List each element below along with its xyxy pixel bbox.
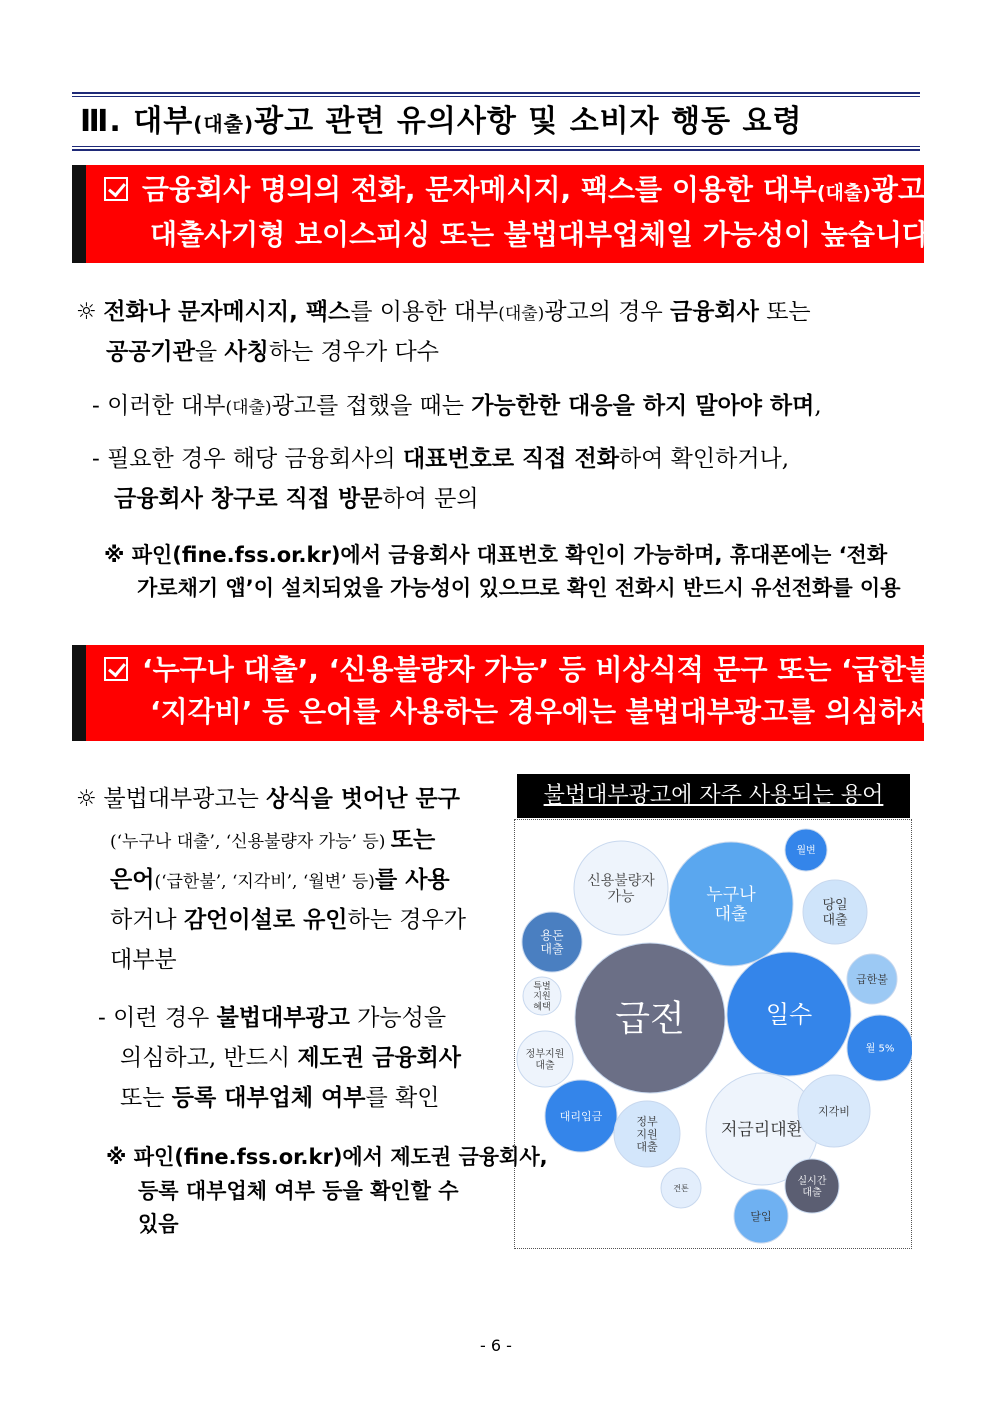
bullet-paragraph-2: ☼ 불법대부광고는 상식을 벗어난 문구 <box>76 783 460 815</box>
bubble-label-1: 누구나 대출 <box>706 885 756 925</box>
bubble-label-0: 급전 <box>615 998 685 1040</box>
page-number: - 6 - <box>480 1336 512 1355</box>
checkbox-icon <box>104 177 128 201</box>
dash-item-1: - 이러한 대부(대출)광고를 접했을 때는 가능한한 대응을 하지 말아야 하며, <box>92 393 822 419</box>
wordcloud-title: 불법대부광고에 자주 사용되는 용어 <box>517 774 910 818</box>
bubble-label-15: 특별 지원 혜택 <box>533 981 551 1013</box>
bullet-paragraph-2-line3: 은어(‘급한불’, ‘지각비’, ‘월변’ 등)를 사용 <box>110 867 450 893</box>
bubble-label-16: 견톤 <box>673 1183 689 1193</box>
note-1-line2: 가로채기 앱’이 설치되었을 가능성이 있으므로 확인 전화시 반드시 유선전화를 이용 <box>137 576 901 600</box>
dash-item-3-line2: 의심하고, 반드시 제도권 금융회사 <box>120 1045 462 1071</box>
header-rule-top <box>72 92 920 94</box>
dash-item-3: - 이런 경우 불법대부광고 가능성을 <box>98 1005 447 1031</box>
note-1-line1: ※ 파인(fine.fss.or.kr)에서 금융회사 대표번호 확인이 가능하며, 휴대폰에는 ‘전화 <box>104 543 888 567</box>
bubble-label-9: 월 5% <box>865 1043 895 1055</box>
bubble-label-8: 급한불 <box>856 972 888 986</box>
bullet-paragraph-2-line4: 하거나 감언이설로 유인하는 경우가 <box>110 907 466 933</box>
note-2-line3: 있음 <box>138 1212 179 1236</box>
dash-item-2-line2: 금융회사 창구로 직접 방문하여 문의 <box>114 486 479 512</box>
bubble-label-5: 당일 대출 <box>822 898 848 929</box>
bullet-paragraph-1: ☼ 전화나 문자메시지, 팩스를 이용한 대부(대출)광고의 경우 금융회사 또는 <box>76 296 811 330</box>
bubble-label-17: 달입 <box>750 1209 772 1223</box>
warning-banner-2: ‘누구나 대출’, ‘신용불량자 가능’ 등 비상식적 문구 또는 ‘급한불’, ‘지각비’ 등 은어를 사용하는 경우에는 불법대부광고를 의심하세요 <box>72 645 924 741</box>
bullet-paragraph-2-line2: (‘누구나 대출’, ‘신용불량자 가능’ 등) 또는 <box>110 827 436 853</box>
note-2-line1: ※ 파인(fine.fss.or.kr)에서 제도권 금융회사, <box>106 1145 548 1169</box>
header-rule-top-thin <box>72 96 920 97</box>
bubble-label-4: 저금리대환 <box>720 1119 804 1140</box>
lightbulb-icon: ☼ <box>76 299 97 325</box>
dash-item-2: - 필요한 경우 해당 금융회사의 대표번호로 직접 전화하여 확인하거나, <box>92 446 790 472</box>
bubble-label-10: 지각비 <box>818 1104 850 1118</box>
dash-item-3-line3: 또는 등록 대부업체 여부를 확인 <box>120 1085 440 1111</box>
bubble-label-12: 대리입금 <box>559 1109 603 1123</box>
bullet-paragraph-2-line5: 대부분 <box>110 947 177 973</box>
bubble-label-11: 실시간 대출 <box>797 1175 827 1199</box>
bubble-label-7: 월변 <box>796 845 816 857</box>
header-rule-bottom <box>72 149 920 151</box>
header-rule-bottom-thin <box>72 146 920 147</box>
warning-banner-1: 금융회사 명의의 전화, 문자메시지, 팩스를 이용한 대부(대출)광고는 대출사기형 보이스피싱 또는 불법대부업체일 가능성이 높습니다 <box>72 165 924 263</box>
bubble-label-14: 정부지원 대출 <box>525 1048 565 1072</box>
lightbulb-icon: ☼ <box>76 786 97 812</box>
bubble-label-6: 용돈 대출 <box>540 928 564 957</box>
bubble-label-3: 신용불량자 가능 <box>587 872 655 905</box>
note-2-line2: 등록 대부업체 여부 등을 확인할 수 <box>138 1179 459 1203</box>
wordcloud-bubbles <box>514 819 912 1249</box>
section-title: Ⅲ. 대부(대출)광고 관련 유의사항 및 소비자 행동 요령 <box>80 104 803 139</box>
bubble-label-2: 일수 <box>765 1000 813 1029</box>
bubble-label-13: 정부 지원 대출 <box>636 1115 658 1154</box>
checkbox-icon <box>104 657 128 681</box>
bullet-paragraph-1-line2: 공공기관을 사칭하는 경우가 다수 <box>106 339 439 365</box>
